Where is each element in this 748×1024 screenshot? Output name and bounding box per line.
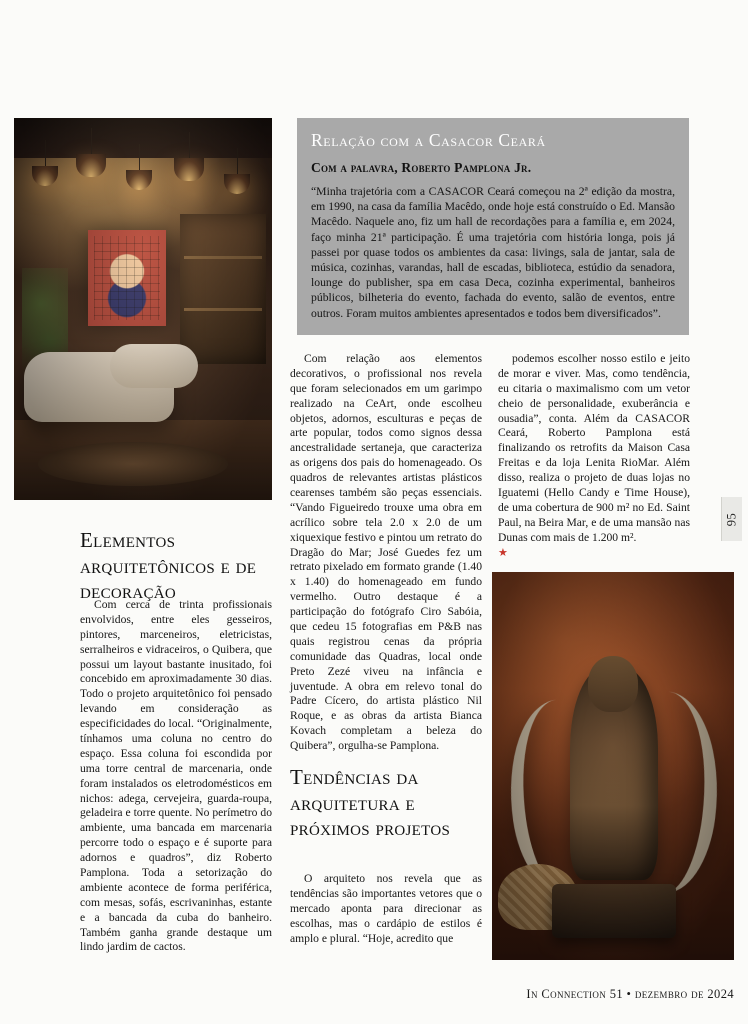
section-heading-architecture-text: Elementos arquitetônicos e de decoração: [80, 528, 257, 604]
column-two-continued: [290, 872, 482, 946]
callout-subtitle: Com a palavra, Roberto Pamplona Jr.: [311, 160, 532, 175]
paragraph: Com cerca de trinta profissionais envolvidos, entre eles gesseiros, pintores, marceneiros, eletricistas, serralheiros e vidraceiros, o Quibera, que possui um layout bastante inusitado, foi concebido em aproximadamente 30 dias. Todo o projeto arquitetônico foi pensado levando em consideração as especificidades do local. “Originalmente, tínhamos uma coluna no centro do espaço. Essa coluna foi escondida por uma torre central de marcenaria, onde foram instalados os eletrodomésticos em nichos: adega, cervejeira, guarda-roupa, geladeira e torre quente. No perímetro do ambiente, uma bancada em marcenaria percorre todo o espaço e é suporte para adornos e quadros”, diz Roberto Pamplona. Toda a setorização do ambiente acontece de forma periférica, com mesas, sofás, escrivaninhas, estante e a bancada da cuba do banheiro. Também ganha grande destaque um lindo jardim de cactos.: [80, 598, 272, 954]
callout-box: [297, 118, 689, 335]
sculpture-photo-vignette: [492, 572, 734, 960]
column-two: [290, 352, 482, 754]
callout-title: Relação com a Casacor Ceará: [311, 130, 546, 150]
end-of-article-star-icon: ★: [498, 546, 508, 559]
section-heading-trends-text: Tendências da arquitetura e próximos projetos: [290, 765, 451, 841]
page-number: 95: [724, 512, 739, 526]
paragraph: Com relação aos elementos decorativos, o profissional nos revela que foram selecionados em um garimpo realizado na CeArt, onde escolheu objetos, adornos, esculturas e peças de arte popular, todos como signos dessa ancestralidade sertaneja, que caracteriza as origens dos pais do homenageado. Os quadros de relevantes artistas plásticos cearenses também são peças essenciais. “Vando Figueiredo trouxe uma obra em acrílico sobre tela 2.0 x 2.0 de um xiquexique festivo e pintou um retrato do Dragão do Mar; José Guedes fez um retrato pixelado em formato grande (1.40 x 1.40) do homenageado em fundo vermelho. Outro destaque é a participação do fotógrafo Ciro Sabóia, que cedeu 15 fotografias em P&B nas quais registrou cenas da própria comunidade das Quadras, local onde Preto Zezé viveu na infância e juventude. A obra em relevo tonal do Padre Cícero, do artista plástico Nil Roque, e as obras da artista Bianca Kovach completam a beleza do Quibera”, orgulha-se Pamplona.: [290, 352, 482, 753]
interior-photo: [14, 118, 272, 500]
paragraph: O arquiteto nos revela que as tendências são importantes vetores que o mercado aponta para direcionar as escolhas, mas o cardápio de estilos é amplo e plural. “Hoje, acredito que: [290, 872, 482, 945]
section-heading-trends: [290, 765, 480, 848]
footer-text: In Connection 51 • dezembro de 2024: [526, 987, 734, 1001]
sculpture-photo: [492, 572, 734, 960]
page-number-tab: [721, 497, 742, 541]
column-three: [498, 352, 690, 560]
column-one: [80, 598, 272, 955]
callout-body: “Minha trajetória com a CASACOR Ceará começou na 2ª edição da mostra, em 1990, na casa da família Macêdo, onde hoje está construído o Ed. Mansão Macêdo. Naquele ano, fiz um hall de recordações para a família e, em 2024, faço minha 21ª participação. É uma trajetória com história longa, pois já passei por quase todos os ambientes da casa: livings, sala de jantar, sala de música, cozinhas, varandas, hall de escadas, biblioteca, estúdio da senadora, lounge do publisher, spa em casa Deca, cozinha experimental, banheiros públicos, bilheteria do evento, fachada do evento, salão de eventos, entre outros. Foram muitos ambientes apresentados e todos bem diversificados”.: [311, 185, 675, 320]
interior-photo-vignette: [14, 118, 272, 500]
paragraph: podemos escolher nosso estilo e jeito de morar e viver. Mas, como tendência, eu citaria o maximalismo com um vetor cheio de personalidade, exuberância e ousadia”, conta. Além da CASACOR Ceará, Roberto Pamplona está finalizando os retrofits da Maison Casa Freitas e da loja Lenita RioMar. Além disso, realiza o projeto de duas lojas no Iguatemi (Hello Candy e Time House), de uma cobertura de 900 m² no Ed. Saint Paul, na Beira Mar, e de uma mansão nas Dunas com mais de 1.200 m².: [498, 352, 690, 544]
